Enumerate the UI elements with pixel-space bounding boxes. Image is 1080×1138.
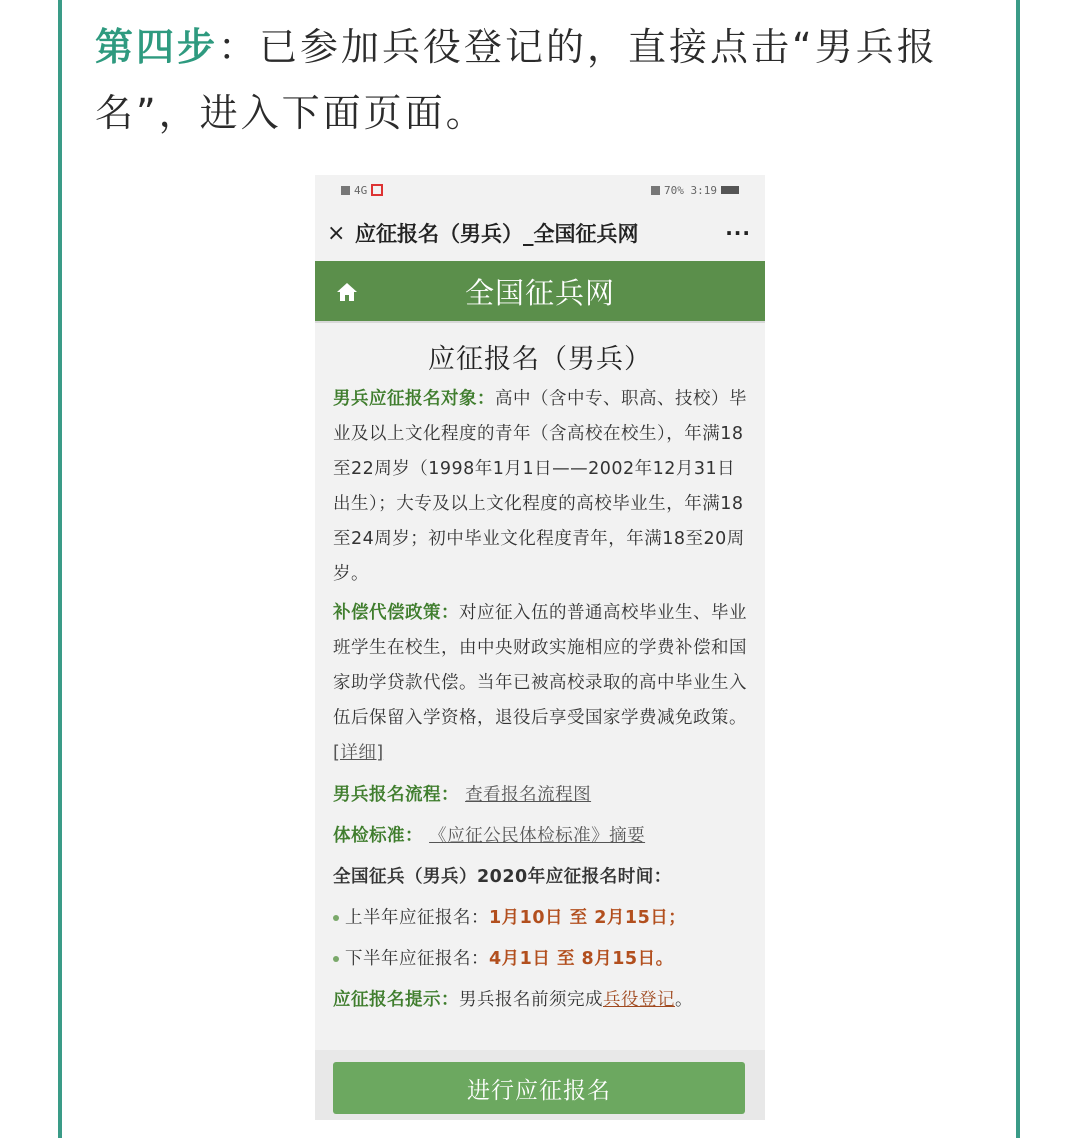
tip-end: 。 [675,990,693,1010]
time-title: 全国征兵（男兵）2020年应征报名时间： [333,867,672,887]
intro-paragraph [95,14,995,146]
more-icon[interactable]: ··· [725,221,751,245]
policy-text: 对应征入伍的普通高校毕业生、毕业班学生在校生，由中央财政实施相应的学费补偿和国家助学贷款代偿。当年已被高校录取的高中毕业生入伍后保留入学资格，退役后享受国家学费减免政策。 [333,603,747,728]
notification-icon [371,184,383,196]
standard-row [333,816,747,857]
home-icon[interactable] [335,281,359,303]
bullet-icon [333,915,339,921]
site-header [315,261,765,323]
tip-row [333,980,747,1021]
status-left [341,184,383,197]
battery-icon [721,186,739,194]
process-label: 男兵报名流程： [333,785,459,805]
tip-text: 男兵报名前须完成 [459,990,603,1010]
military-registration-link[interactable]: 兵役登记 [603,990,675,1010]
sim-icon [341,186,350,195]
close-icon[interactable]: × [327,220,346,246]
first-half-label: 上半年应征报名： [345,908,489,928]
process-link[interactable]: 查看报名流程图 [465,785,592,805]
nav-title: 应征报名（男兵）_全国征兵网 [355,222,639,246]
status-right [651,184,739,197]
second-half-row [333,939,747,980]
standard-link[interactable]: 《应征公民体检标准》摘要 [429,826,646,846]
intro-text: ：已参加兵役登记的，直接点击“男兵报名”，进入下面页面。 [95,25,938,135]
apply-button[interactable]: 进行应征报名 [333,1062,745,1114]
bullet-icon [333,956,339,962]
right-frame-border [1016,0,1020,1138]
second-half-label: 下半年应征报名： [345,949,489,969]
phone-screenshot [315,175,765,1120]
target-label: 男兵应征报名对象： [333,389,495,409]
page-content [315,323,765,1021]
second-half-value: 4月1日 至 8月15日。 [489,949,674,969]
policy-detail-link[interactable]: [详细] [333,743,384,763]
process-row [333,775,747,816]
step-label: 第四步 [95,25,219,69]
tip-label: 应征报名提示： [333,990,459,1010]
left-frame-border [58,0,62,1138]
page-title: 应征报名（男兵） [428,344,652,375]
signal-text: 4G [354,183,368,197]
policy-paragraph [333,596,747,771]
target-paragraph [333,382,747,592]
policy-label: 补偿代偿政策： [333,603,459,623]
first-half-value: 1月10日 至 2月15日； [489,908,687,928]
browser-nav-bar [315,205,765,261]
first-half-row [333,898,747,939]
button-area [315,1050,765,1120]
vibrate-icon [651,186,660,195]
status-bar [315,175,765,205]
standard-label: 体检标准： [333,826,423,846]
battery-time-text: 70% 3:19 [664,183,717,197]
site-title: 全国征兵网 [464,275,615,310]
target-text: 高中（含中专、职高、技校）毕业及以上文化程度的青年（含高校在校生），年满18至22周岁（1998年1月1日——2002年12月31日出生）；大专及以上文化程度的高校毕业生，年满18至24周岁；初中毕业文化程度青年，年满18至20周岁。 [333,389,747,584]
